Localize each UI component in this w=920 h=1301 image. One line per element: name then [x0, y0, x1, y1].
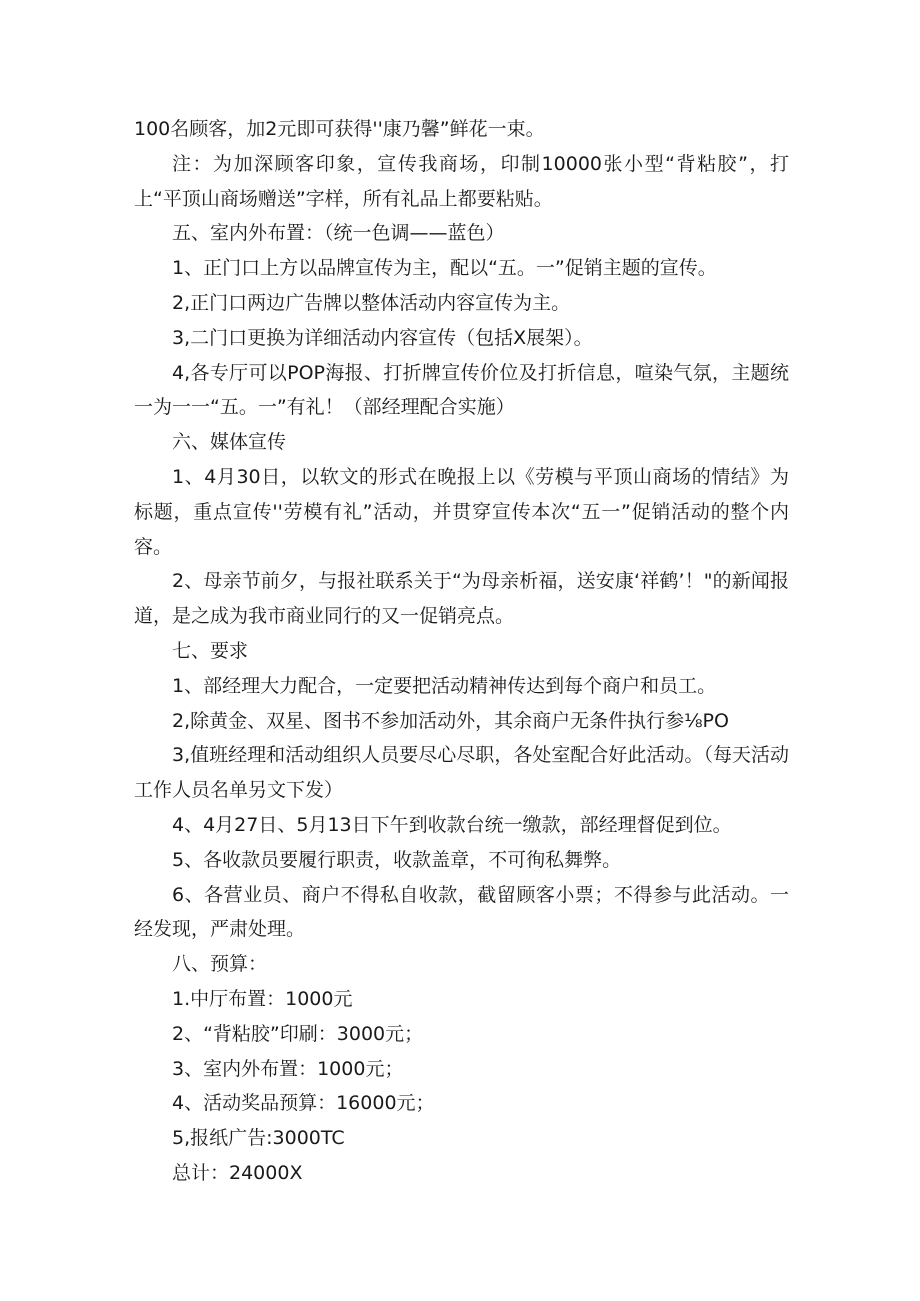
- paragraph: 6、各营业员、商户不得私自收款，截留顾客小票；不得参与此活动。一经发现，严肃处理。: [134, 883, 789, 941]
- paragraph: 2、“背粘胶”印刷：3000元；: [172, 1022, 424, 1045]
- paragraph: 3,值班经理和活动组织人员要尽心尽职，各处室配合好此活动。（每天活动工作人员名单另文下发）: [134, 744, 789, 802]
- paragraph: 4,各专厅可以POP海报、打折牌宣传价位及打折信息，喧染气氛，主题统一为一一“五。一”有礼！（部经理配合实施）: [134, 361, 789, 419]
- paragraph: 总计：24000X: [172, 1161, 303, 1184]
- paragraph: 八、预算：: [172, 953, 268, 976]
- paragraph: 1、4月30日，以软文的形式在晚报上以《劳模与平顶山商场的情结》为标题，重点宣传''劳模有礼”活动，并贯穿宣传本次“五一”促销活动的整个内容。: [134, 465, 789, 558]
- paragraph: 1.中厅布置：1000元: [172, 987, 353, 1010]
- paragraph: 4、活动奖品预算：16000元；: [172, 1092, 435, 1115]
- paragraph: 5,报纸广告:3000TC: [172, 1127, 345, 1150]
- paragraph: 3、室内外布置：1000元；: [172, 1057, 404, 1080]
- paragraph: 3,二门口更换为详细活动内容宣传（包括X展架）。: [172, 326, 593, 349]
- paragraph: 2、母亲节前夕，与报社联系关于“为母亲析福，送安康‘祥鹤’！"的新闻报道，是之成为我市商业同行的又一促销亮点。: [134, 570, 789, 628]
- paragraph: 六、媒体宣传: [172, 431, 287, 454]
- paragraph: 五、室内外布置：（统一色调——蓝色）: [172, 222, 505, 245]
- paragraph: 注：为加深顾客印象，宣传我商场，印制10000张小型“背粘胶”，打上“平顶山商场赠送”字样，所有礼品上都要粘贴。: [134, 152, 789, 210]
- paragraph: 七、要求: [172, 639, 249, 662]
- document-body: [134, 112, 789, 1191]
- paragraph: 5、各收款员要履行职责，收款盖章，不可徇私舞弊。: [172, 848, 622, 871]
- paragraph: 100名顾客，加2元即可获得''康乃馨”鲜花一束。: [134, 118, 545, 140]
- paragraph: 2,除黄金、双星、图书不参加活动外，其余商户无条件执行参⅛PO: [172, 709, 729, 732]
- paragraph: 1、部经理大力配合，一定要把活动精神传达到每个商户和员工。: [172, 674, 717, 697]
- paragraph: 2,正门口两边广告牌以整体活动内容宣传为主。: [172, 291, 571, 314]
- paragraph: 4、4月27日、5月13日下午到收款台统一缴款，部经理督促到位。: [172, 813, 732, 836]
- paragraph: 1、正门口上方以品牌宣传为主，配以“五。一”促销主题的宣传。: [172, 257, 717, 280]
